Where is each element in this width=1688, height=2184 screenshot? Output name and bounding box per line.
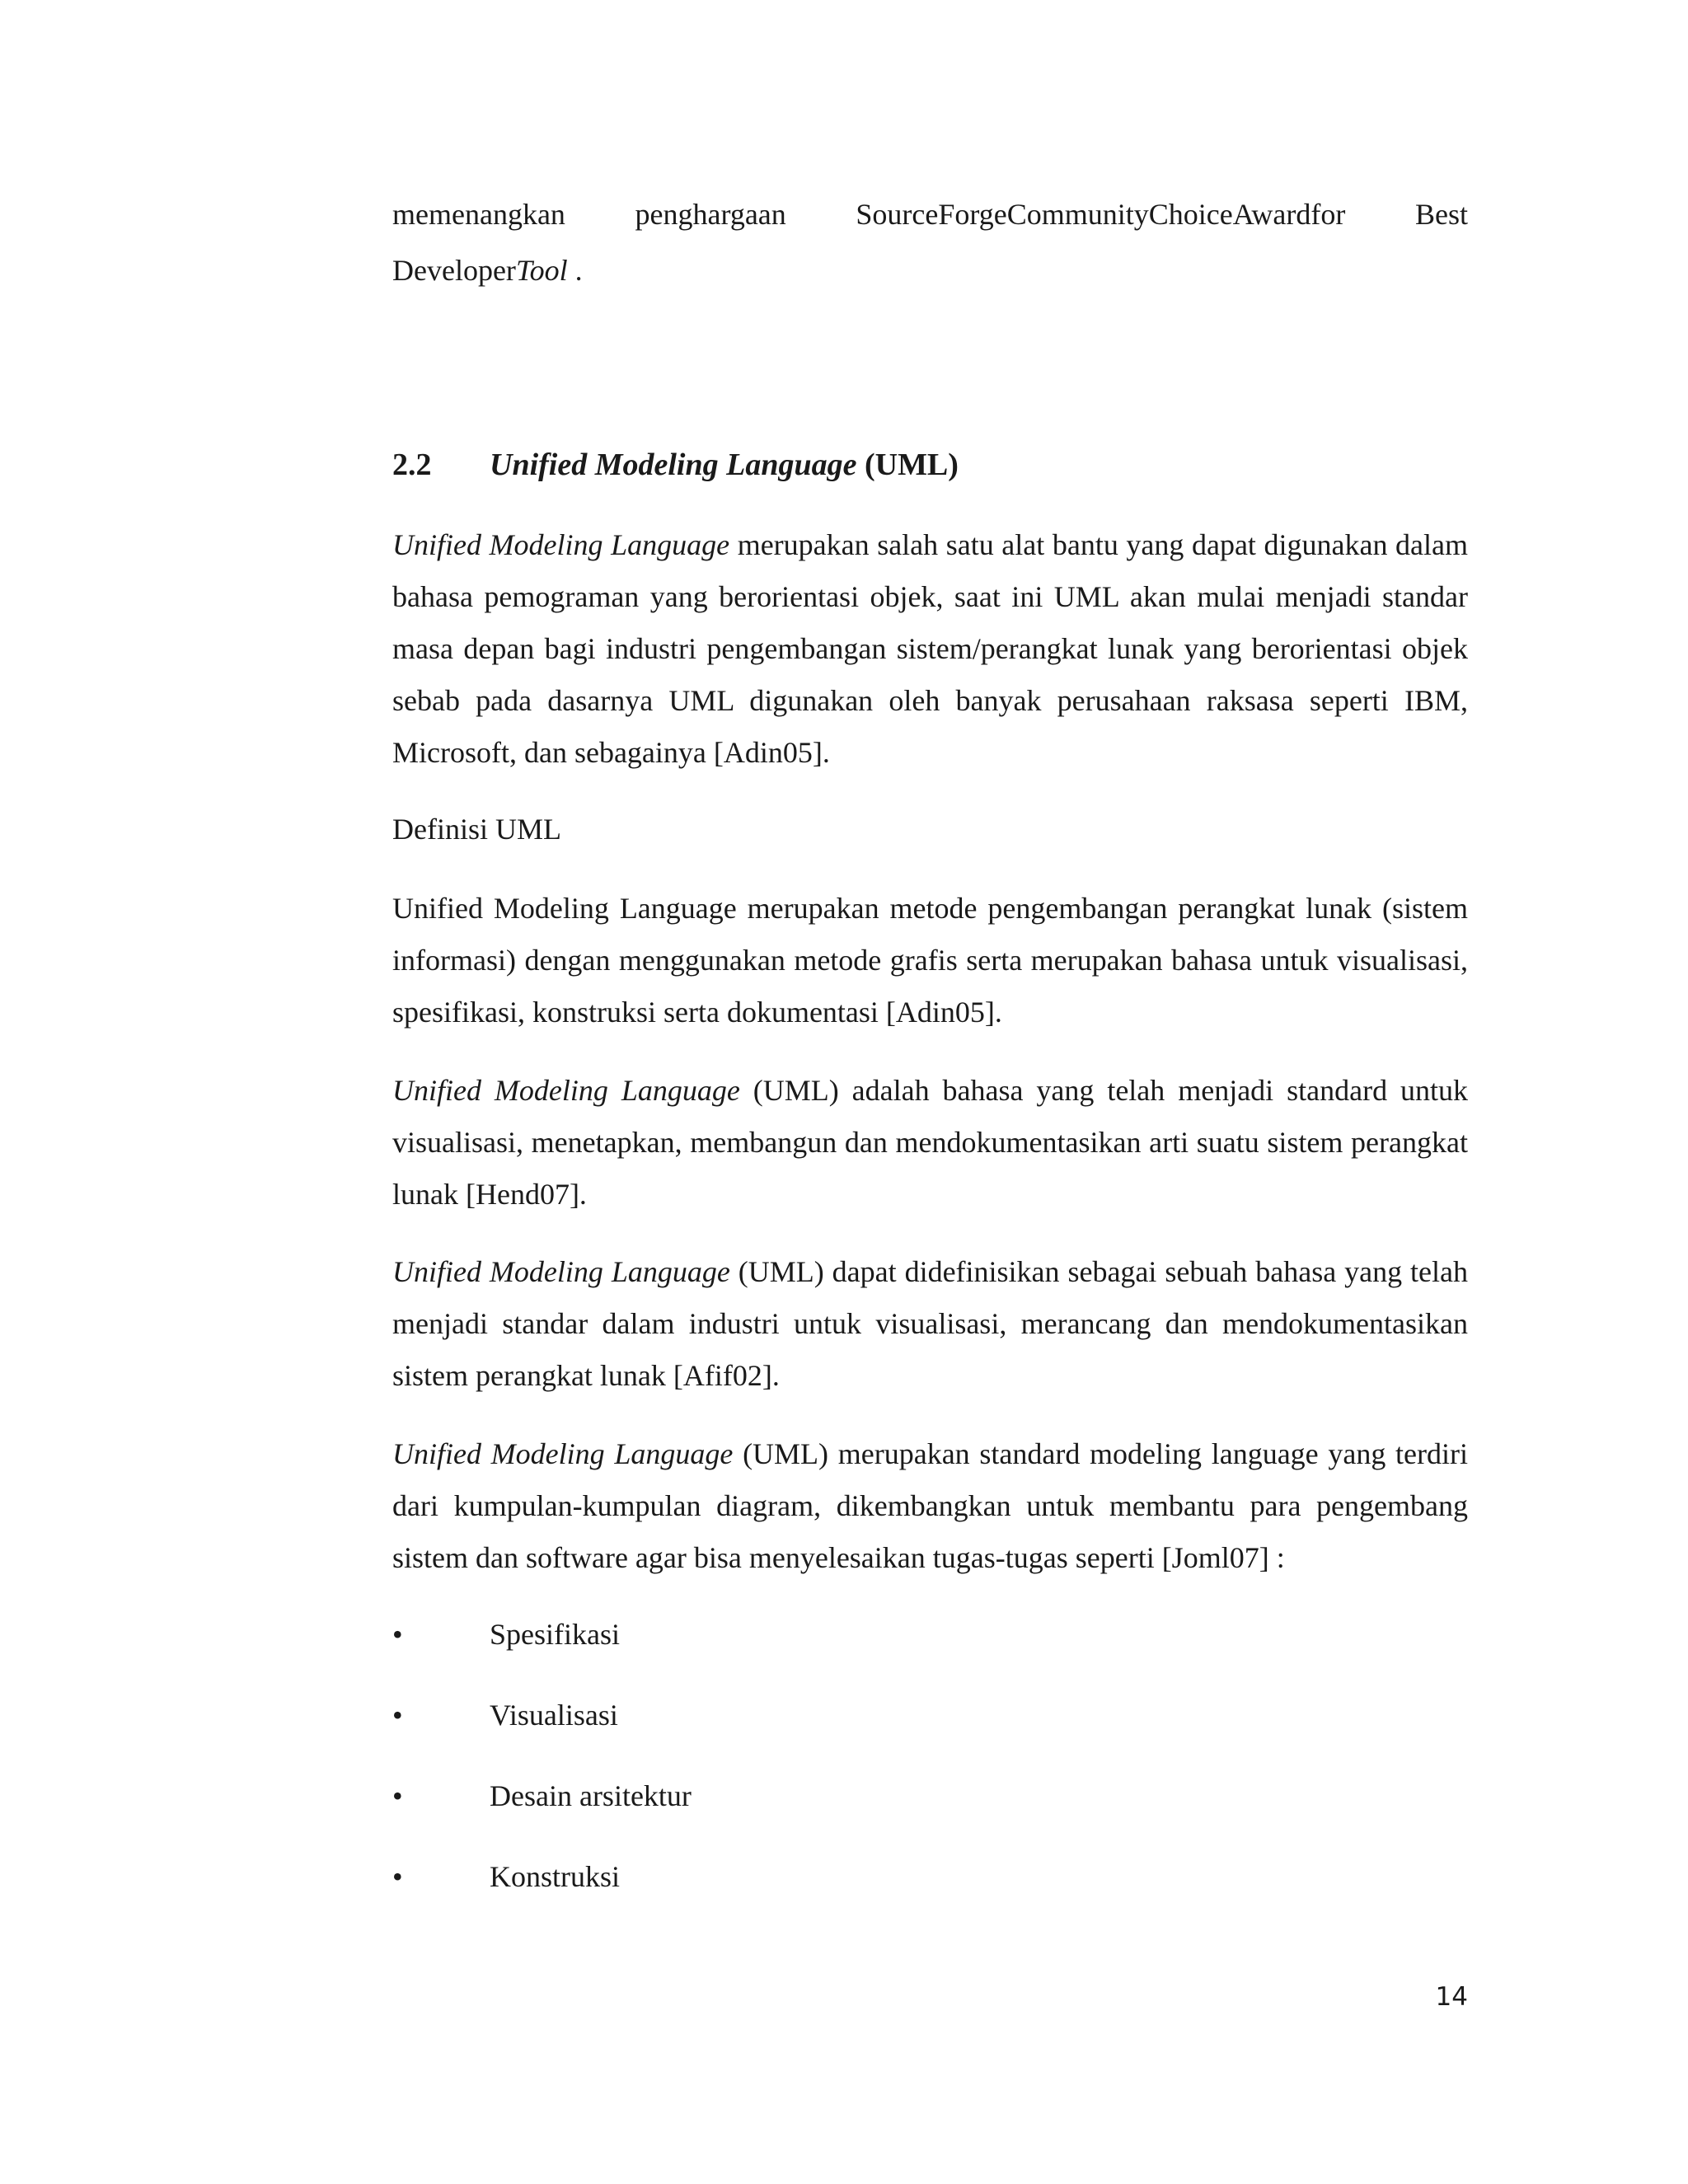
list-item [392, 1692, 1468, 1773]
list-item-label: Desain arsitektur [490, 1779, 692, 1812]
definisi-label: Definisi UML [392, 813, 561, 846]
list-item [392, 1773, 1468, 1854]
opening-word: penghargaan [635, 198, 786, 231]
paragraph-5 [392, 1428, 1468, 1584]
opening-word: Best [1414, 198, 1468, 231]
paragraph-italic: Unified Modeling Language [392, 1437, 734, 1470]
opening-text [392, 186, 1468, 298]
bullet-list [392, 1611, 1468, 1934]
bullet-icon: • [392, 1779, 403, 1812]
paragraph-text: merupakan salah satu alat bantu yang dapat digunakan dalam bahasa pemograman yang berorientasi objek, saat ini UML akan mulai menjadi standar masa depan bagi industri pengembangan sistem/perangkat lunak yang berorientasi objek sebab pada dasarnya UML digunakan oleh banyak perusahaan raksasa seperti IBM, Microsoft, dan sebagainya [Adin05]. [392, 528, 1468, 769]
opening-plain: Developer [392, 254, 516, 287]
paragraph-italic: Unified Modeling Language [392, 1255, 730, 1288]
bullet-icon: • [392, 1699, 403, 1732]
list-item [392, 1854, 1468, 1934]
section-title-italic: Unified Modeling Language [490, 448, 857, 482]
opening-italic: Tool [515, 254, 568, 287]
paragraph-3 [392, 1065, 1468, 1221]
opening-word: SourceForgeCommunityChoiceAwardfor [856, 198, 1346, 231]
list-item-label: Spesifikasi [490, 1618, 620, 1651]
list-item-label: Konstruksi [490, 1860, 621, 1893]
bullet-icon: • [392, 1860, 403, 1893]
paragraph-2: Unified Modeling Language merupakan metode pengembangan perangkat lunak (sistem informasi) dengan menggunakan metode grafis serta merupakan bahasa untuk visualisasi, spesifikasi, konstruksi serta dokumentasi [Adin05]. [392, 892, 1468, 1029]
opening-line-2 [392, 242, 1468, 298]
list-item [392, 1611, 1468, 1692]
paragraph-text: (UML) merupakan standard modeling language yang terdiri dari kumpulan-kumpulan diagram, dikembangkan untuk membantu para pengembang sistem dan software agar bisa menyelesaikan tugas-tugas seperti [Joml07] : [392, 1437, 1468, 1574]
section-number: 2.2 [392, 448, 432, 482]
list-item-label: Visualisasi [490, 1699, 618, 1732]
opening-word: memenangkan [392, 198, 565, 231]
section-heading [392, 442, 959, 488]
paragraph-text: (UML) adalah bahasa yang telah menjadi standard untuk visualisasi, menetapkan, membangun dan mendokumentasikan arti suatu sistem perangkat lunak [Hend07]. [392, 1074, 1469, 1211]
opening-end: . [567, 254, 583, 287]
bullet-icon: • [392, 1618, 403, 1651]
paragraph-italic: Unified Modeling Language [392, 528, 730, 561]
paragraph-text: (UML) dapat didefinisikan sebagai sebuah bahasa yang telah menjadi standar dalam industri untuk visualisasi, merancang dan mendokumentasikan sistem perangkat lunak [Afif02]. [392, 1255, 1468, 1392]
page-number: 14 [1435, 1982, 1468, 2012]
paragraph-italic: Unified Modeling Language [392, 1074, 740, 1107]
paragraph-4 [392, 1246, 1468, 1402]
section-title-rest: (UML) [856, 448, 959, 482]
paragraph-1 [392, 519, 1468, 779]
opening-line-1 [392, 186, 1468, 242]
